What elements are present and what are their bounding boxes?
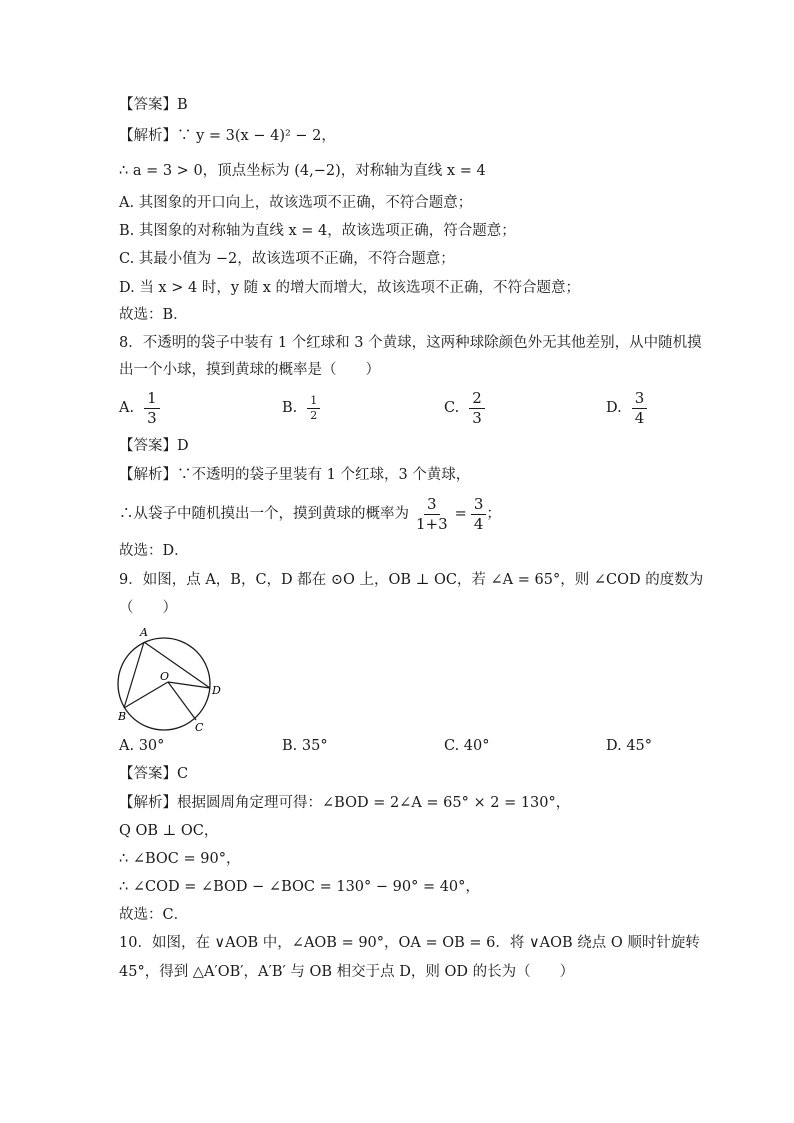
q8-option-fraction (144, 390, 160, 427)
equals-sign: = (454, 506, 467, 522)
q8-explanation-line1: 【解析】∵不透明的袋子里装有 1 个红球，3 个黄球， (119, 467, 471, 483)
q9-options (119, 738, 679, 758)
q9-explanation-line: 【解析】根据圆周角定理可得：∠BOD = 2∠A = 65° × 2 = 130°， (119, 795, 571, 811)
q9-option-c: C. 40° (444, 738, 490, 754)
fraction-numerator: 1 (144, 390, 160, 409)
segment-oc (168, 682, 196, 720)
q9-option-d: D. 45° (606, 738, 653, 754)
q10-stem-line2: 45°，得到 △A′OB′，A′B′ 与 OB 相交于点 D，则 OD 的长为（ ） (119, 964, 575, 980)
q8-option-fraction (469, 390, 485, 427)
q8-option-d (606, 386, 647, 430)
q9-explanation-line: ∴ ∠COD = ∠BOD − ∠BOC = 130° − 90° = 40°， (119, 879, 480, 895)
label-c: C (195, 721, 204, 734)
q7-explanation-line: C. 其最小值为 −2，故该选项不正确，不符合题意； (119, 251, 455, 267)
q8-conclusion: 故选：D． (119, 543, 189, 559)
segment-ad (144, 642, 210, 688)
q9-explanation-line: ∴ ∠BOC = 90°， (119, 851, 241, 867)
fraction-denominator: 2 (310, 408, 318, 422)
q8-option-a (119, 386, 160, 430)
q9-conclusion: 故选：C． (119, 907, 189, 923)
q7-conclusion: 故选：B． (119, 307, 188, 323)
q7-explanation-line: B. 其图象的对称轴为直线 x = 4，故该选项正确，符合题意； (119, 223, 516, 239)
fraction-denominator: 4 (634, 408, 645, 427)
q7-explanation-line: D. 当 x > 4 时，y 随 x 的增大而增大，故该选项不正确，不符合题意； (119, 280, 581, 296)
q8-option-label: B. (282, 400, 298, 416)
q8-answer: 【答案】D (119, 438, 189, 454)
q9-option-b: B. 35° (282, 738, 328, 754)
fraction-denominator: 3 (472, 408, 482, 427)
q9-stem-line2: （ ） (119, 600, 177, 616)
q8-option-label: C. (444, 400, 460, 416)
q8-stem-line2: 出一个小球，摸到黄球的概率是（ ） (119, 362, 380, 378)
label-b: B (118, 710, 127, 723)
q8-stem-line1: 8．不透明的袋子中装有 1 个红球和 3 个黄球，这两种球除颜色外无其他差别，从中随机摸 (119, 335, 702, 351)
q9-option-a: A. 30° (119, 738, 165, 754)
fraction-denominator: 1+3 (416, 514, 448, 533)
q8-probability-fraction (413, 496, 451, 533)
q8-options (119, 386, 679, 430)
fraction-numerator: 3 (471, 496, 487, 515)
q8-option-label: D. (606, 400, 622, 416)
label-o: O (160, 670, 170, 683)
label-d: D (212, 684, 221, 697)
q8-option-c (444, 386, 485, 430)
q8-option-label: A. (119, 400, 135, 416)
q7-answer: 【答案】B (119, 97, 188, 113)
q9-explanation-line: Q OB ⊥ OC， (119, 823, 219, 839)
fraction-denominator: 3 (147, 408, 157, 427)
fraction-numerator: 3 (632, 390, 648, 409)
q8-explanation-prefix: ∴从袋子中随机摸出一个，摸到黄球的概率为 (119, 506, 409, 522)
q8-result-fraction (471, 496, 487, 533)
label-a: A (140, 626, 148, 639)
q7-explanation-line: A. 其图象的开口向上，故该选项不正确，不符合题意； (119, 195, 473, 211)
fraction-denominator: 4 (473, 514, 484, 533)
fraction-numerator: 2 (469, 390, 485, 409)
q9-answer: 【答案】C (119, 766, 189, 782)
q10-stem-line1: 10．如图，在 ∨AOB 中，∠AOB = 90°，OA = OB = 6．将 ∨AOB 绕点 O 顺时针旋转 (119, 935, 700, 951)
q7-explanation-line: 【解析】∵ y = 3(x − 4)² − 2， (119, 128, 336, 144)
q8-option-fraction (632, 390, 648, 427)
q8-option-fraction (307, 395, 320, 422)
q7-explanation-line: ∴ a = 3 > 0，顶点坐标为 (4,−2)，对称轴为直线 x = 4 (119, 163, 486, 179)
q9-circle-figure (114, 624, 234, 734)
q8-explanation-suffix: ； (486, 506, 501, 522)
fraction-numerator: 1 (307, 395, 320, 409)
q8-explanation-line2 (119, 493, 684, 535)
fraction-numerator: 3 (424, 496, 440, 515)
q8-option-b (282, 386, 320, 430)
q9-stem-line1: 9．如图，点 A，B，C，D 都在 ⊙O 上，OB ⊥ OC，若 ∠A = 65°，则 ∠COD 的度数为 (119, 572, 704, 588)
